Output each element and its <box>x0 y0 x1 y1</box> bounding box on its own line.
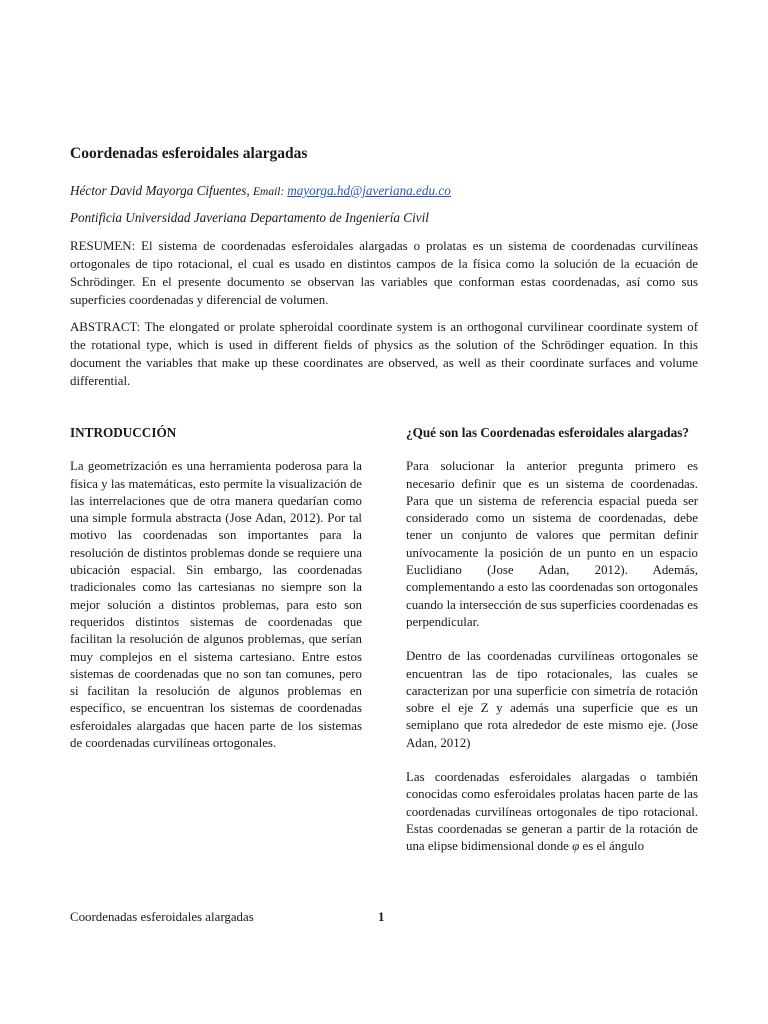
email-link[interactable]: mayorga.hd@javeriana.edu.co <box>287 183 451 198</box>
email-label: Email: <box>253 186 288 198</box>
body-paragraph-1: Para solucionar la anterior pregunta primero es necesario definir que es un sistema de coordenadas. Para que un sistema de referencia espacial pueda ser considerado como un sistema de coordenadas, debe tener un conjunto de valores que permitan definir unívocamente la posición de un punto en un espacio Euclidiano (Jose Adan, 2012). Además, complementando a esto las coordenadas son ortogonales cuando la intersección de sus superficies coordenadas es perpendicular. <box>406 459 698 629</box>
author-line <box>70 183 700 199</box>
page-number: 1 <box>378 910 385 924</box>
body-paragraph-3-end: es el ángulo <box>579 839 645 854</box>
section-heading-introduccion: INTRODUCCIÓN <box>70 425 177 440</box>
intro-paragraph: La geometrización es una herramienta poderosa para la física y las matemáticas, esto permite la visualización de las interrelaciones que de otra manera quedarían como una simple formula abstracta (Jose Adan, 2012). Por tal motivo las coordenadas son importantes para la resolución de distintos problemas donde se requiere una ubicación espacial. Sin embargo, las coordenadas tradicionales como las cartesianas no siempre son la mejor solución a distintos problemas, para esto son requeridos distintos sistemas de coordenadas que facilitan la resolución de algunos problemas, que serían muy complejos en el sistema cartesiano. Entre estos sistemas de coordenadas que no son tan comunes, pero si facilitan la resolución de algunos problemas en específico, se encuentran los sistemas de coordenadas esferoidales alargadas que hacen parte de los sistemas de coordenadas curvilíneas ortogonales. <box>70 459 362 751</box>
affiliation: Pontificia Universidad Javeriana Departamento de Ingeniería Civil <box>70 210 429 225</box>
section-heading-que-son: ¿Qué son las Coordenadas esferoidales alargadas? <box>406 425 689 440</box>
resumen-paragraph: RESUMEN: El sistema de coordenadas esferoidales alargadas o prolatas es un sistema de coordenadas curvilíneas ortogonales de tipo rotacional, el cual es usado en distintos campos de la física como la solución de la ecuación de Schrödinger. En el presente documento se observan las variables que conforman estas coordenadas, así como sus superficies coordenadas y diferencial de volumen. <box>70 239 698 307</box>
left-column <box>70 424 362 769</box>
abstract-paragraph: ABSTRACT: The elongated or prolate spheroidal coordinate system is an orthogonal curvilinear coordinate system of the rotational type, which is used in different fields of physics as the solution of the Schrödinger equation. In this document the variables that make up these coordinates are observed, as well as their coordinate surfaces and volume differential. <box>70 320 698 388</box>
right-column <box>406 424 698 873</box>
body-paragraph-3-start: Las coordenadas esferoidales alargadas o también conocidas como esferoidales prolatas hacen parte de las coordenadas curvilíneas ortogonales de tipo rotacional. Estas coordenadas se generan a partir de la rotación de una elipse bidimensional donde <box>406 770 698 854</box>
paper-title: Coordenadas esferoidales alargadas <box>70 145 308 162</box>
phi-symbol: φ <box>572 839 580 854</box>
author-name: Héctor David Mayorga Cifuentes, <box>70 183 254 198</box>
footer-running-title: Coordenadas esferoidales alargadas <box>70 910 254 924</box>
body-paragraph-3 <box>406 769 698 855</box>
body-paragraph-2: Dentro de las coordenadas curvilíneas ortogonales se encuentran las de tipo rotacionales, las cuales se caracterizan por una superficie con simetría de rotación sobre el eje Z y además una superficie que es un semiplano que rota alrededor de este mismo eje. (Jose Adan, 2012) <box>406 649 698 750</box>
